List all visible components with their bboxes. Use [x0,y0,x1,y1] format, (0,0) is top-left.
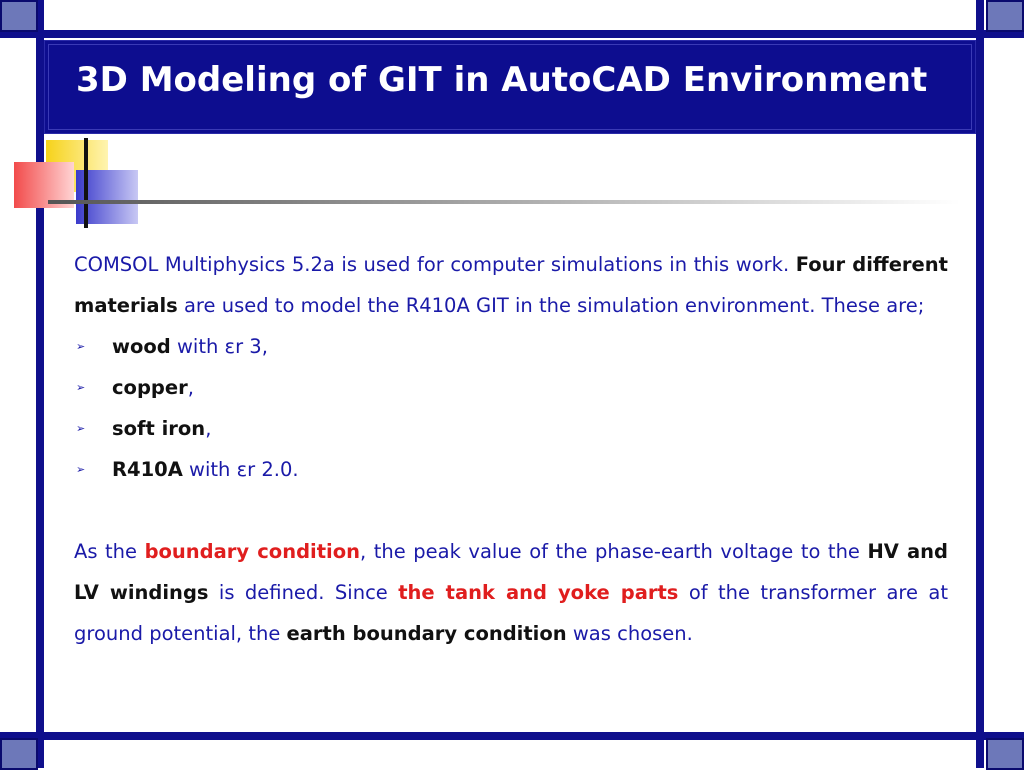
slide-body [74,244,948,654]
emphasis-earth-boundary: earth boundary condition [286,622,567,645]
intro-text-1: COMSOL Multiphysics 5.2a is used for computer simulations in this work. [74,253,796,276]
material-detail: , [205,417,212,440]
corner-square-bottom-right [986,738,1024,770]
slide-title: 3D Modeling of GIT in AutoCAD Environment [76,60,928,100]
arrow-bullet-icon: ➢ [76,422,86,435]
closing-text-3: is defined. Since [208,581,399,604]
vertical-line [84,138,88,228]
materials-list [74,326,948,490]
material-name: soft iron [112,417,206,440]
closing-text-4: of the transformer are at ground potential, the [74,581,948,645]
closing-text-1: As the [74,540,145,563]
arrow-bullet-icon: ➢ [76,463,86,476]
frame-top-bar [0,30,1024,38]
arrow-bullet-icon: ➢ [76,381,86,394]
spacer [74,490,948,531]
intro-text-2: are used to model the R410A GIT in the simulation environment. These are; [177,294,925,317]
list-item [74,449,948,490]
intro-bold-materials: Four different materials [74,253,948,317]
list-item [74,408,948,449]
intro-paragraph [74,244,948,326]
material-detail: , [187,376,194,399]
material-detail: with εr 2.0. [182,458,299,481]
corner-square-top-left [0,0,38,32]
emphasis-windings: HV and LV windings [74,540,948,604]
closing-text-2: , the peak value of the phase-earth voltage to the [360,540,868,563]
frame-bottom-bar [0,732,1024,740]
emphasis-boundary-condition: boundary condition [144,540,361,563]
list-item [74,367,948,408]
closing-paragraph [74,531,948,654]
frame-right-bar [976,0,984,768]
material-name: copper [112,376,188,399]
emphasis-tank-yoke: the tank and yoke parts [398,581,679,604]
corner-square-top-right [986,0,1024,32]
corner-square-bottom-left [0,738,38,770]
material-detail: with εr 3, [170,335,268,358]
list-item [74,326,948,367]
frame-left-bar [36,0,44,768]
arrow-bullet-icon: ➢ [76,340,86,353]
material-name: R410A [112,458,183,481]
decorative-squares [0,134,960,234]
closing-text-5: was chosen. [566,622,693,645]
horizontal-divider [48,200,960,204]
material-name: wood [112,335,171,358]
